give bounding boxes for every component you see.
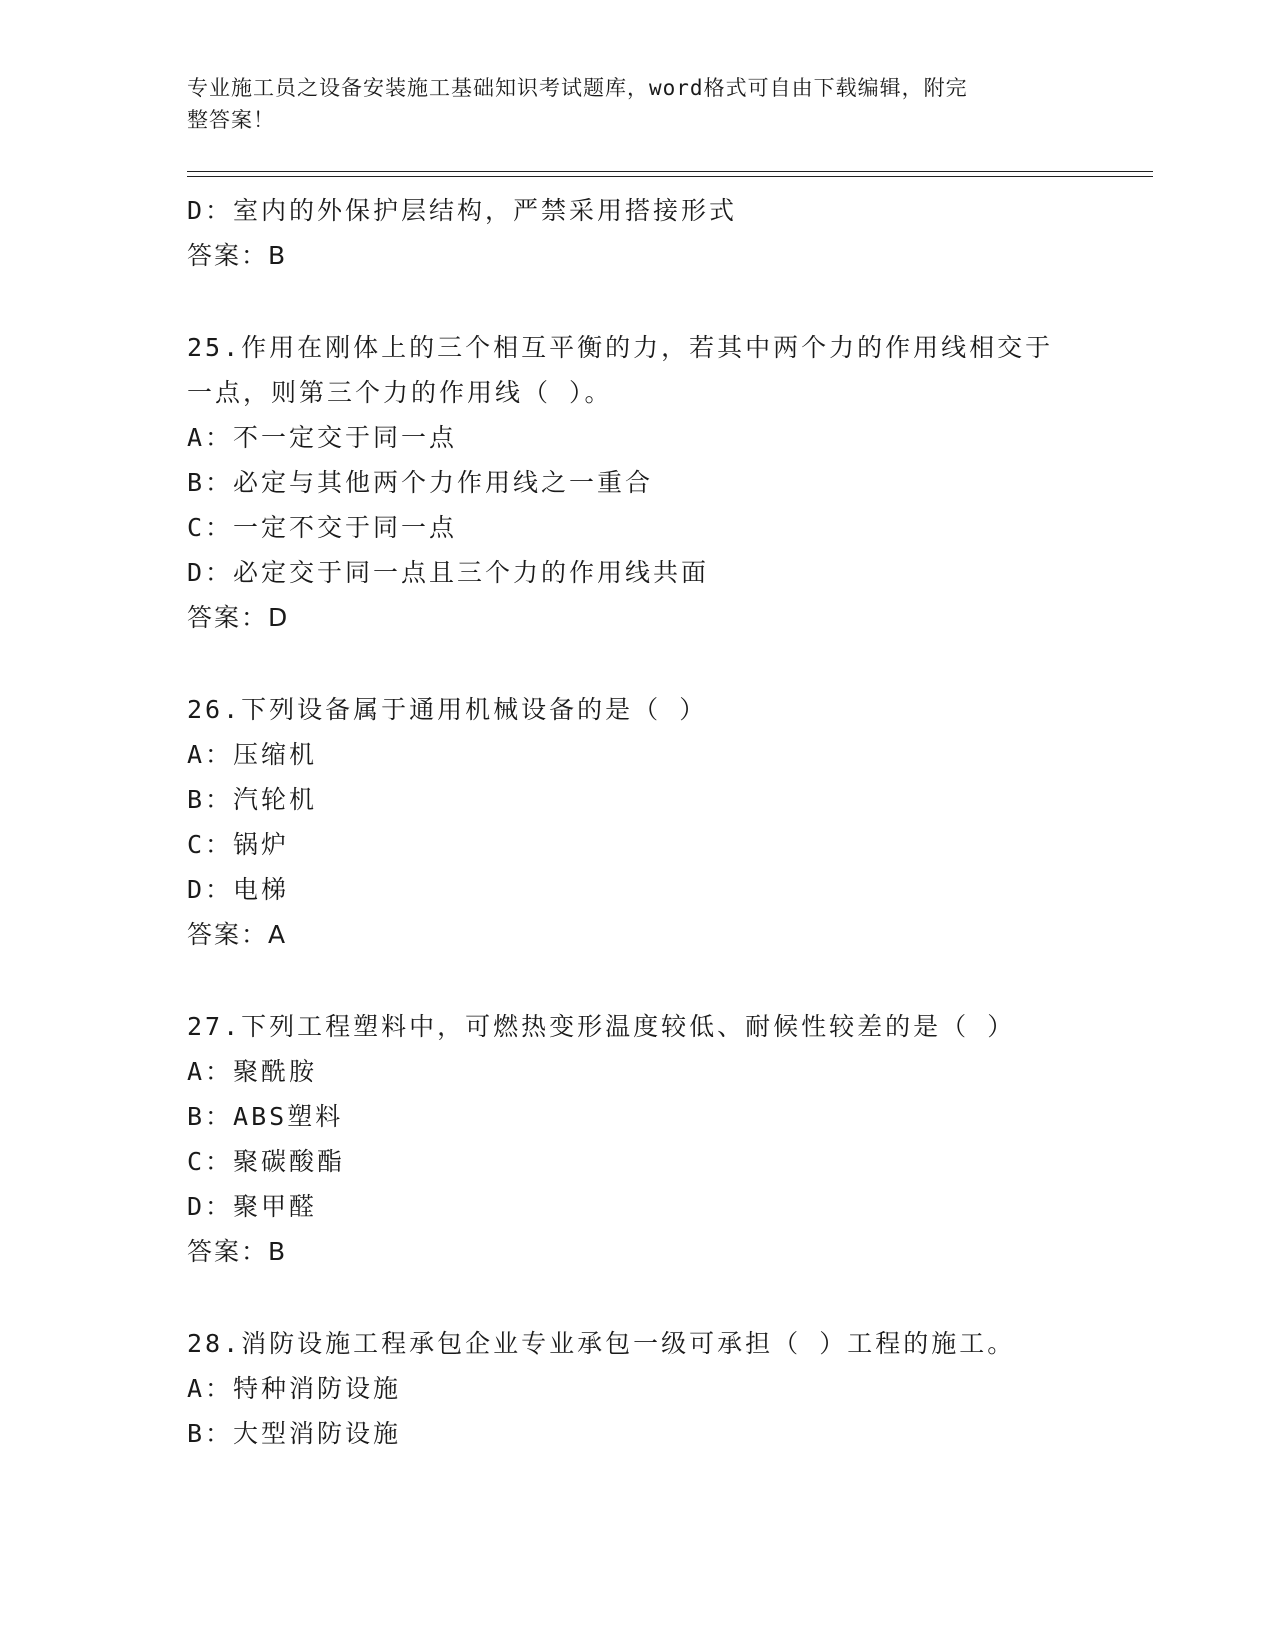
question-28	[187, 1321, 1117, 1456]
option-d: D：聚甲醛	[187, 1192, 318, 1221]
question-list	[187, 188, 1117, 1456]
answer: 答案：B	[187, 241, 288, 270]
option-b: B：ABS塑料	[187, 1102, 344, 1131]
answer: 答案：B	[187, 1237, 288, 1266]
option-b: B：必定与其他两个力作用线之一重合	[187, 468, 654, 497]
question-stem: 一点，则第三个力的作用线（ ）。	[187, 378, 613, 407]
option-d: D：必定交于同一点且三个力的作用线共面	[187, 558, 710, 587]
option-d: D：室内的外保护层结构，严禁采用搭接形式	[187, 196, 738, 225]
option-c: C：锅炉	[187, 830, 290, 859]
question-stem: 28.消防设施工程承包企业专业承包一级可承担（ ）工程的施工。	[187, 1329, 1016, 1358]
option-a: A：不一定交于同一点	[187, 423, 458, 452]
question-24-continuation	[187, 188, 1117, 278]
question-stem: 25.作用在刚体上的三个相互平衡的力，若其中两个力的作用线相交于	[187, 333, 1054, 362]
question-26	[187, 687, 1117, 957]
answer: 答案：D	[187, 603, 290, 632]
option-a: A：压缩机	[187, 740, 318, 769]
page-header	[187, 72, 1067, 136]
header-line-1: 专业施工员之设备安装施工基础知识考试题库，word格式可自由下载编辑，附完	[187, 76, 968, 100]
option-b: B：汽轮机	[187, 785, 318, 814]
header-divider-top	[187, 171, 1153, 172]
question-25	[187, 325, 1117, 640]
question-stem: 26.下列设备属于通用机械设备的是（ ）	[187, 695, 708, 724]
option-a: A：特种消防设施	[187, 1374, 402, 1403]
question-27	[187, 1004, 1117, 1274]
option-d: D：电梯	[187, 875, 290, 904]
option-c: C：聚碳酸酯	[187, 1147, 346, 1176]
answer: 答案：A	[187, 920, 288, 949]
header-line-2: 整答案！	[187, 108, 275, 132]
question-stem: 27.下列工程塑料中，可燃热变形温度较低、耐候性较差的是（ ）	[187, 1012, 1016, 1041]
option-a: A：聚酰胺	[187, 1057, 318, 1086]
header-divider-bottom	[187, 176, 1153, 177]
option-c: C：一定不交于同一点	[187, 513, 458, 542]
option-b: B：大型消防设施	[187, 1419, 402, 1448]
